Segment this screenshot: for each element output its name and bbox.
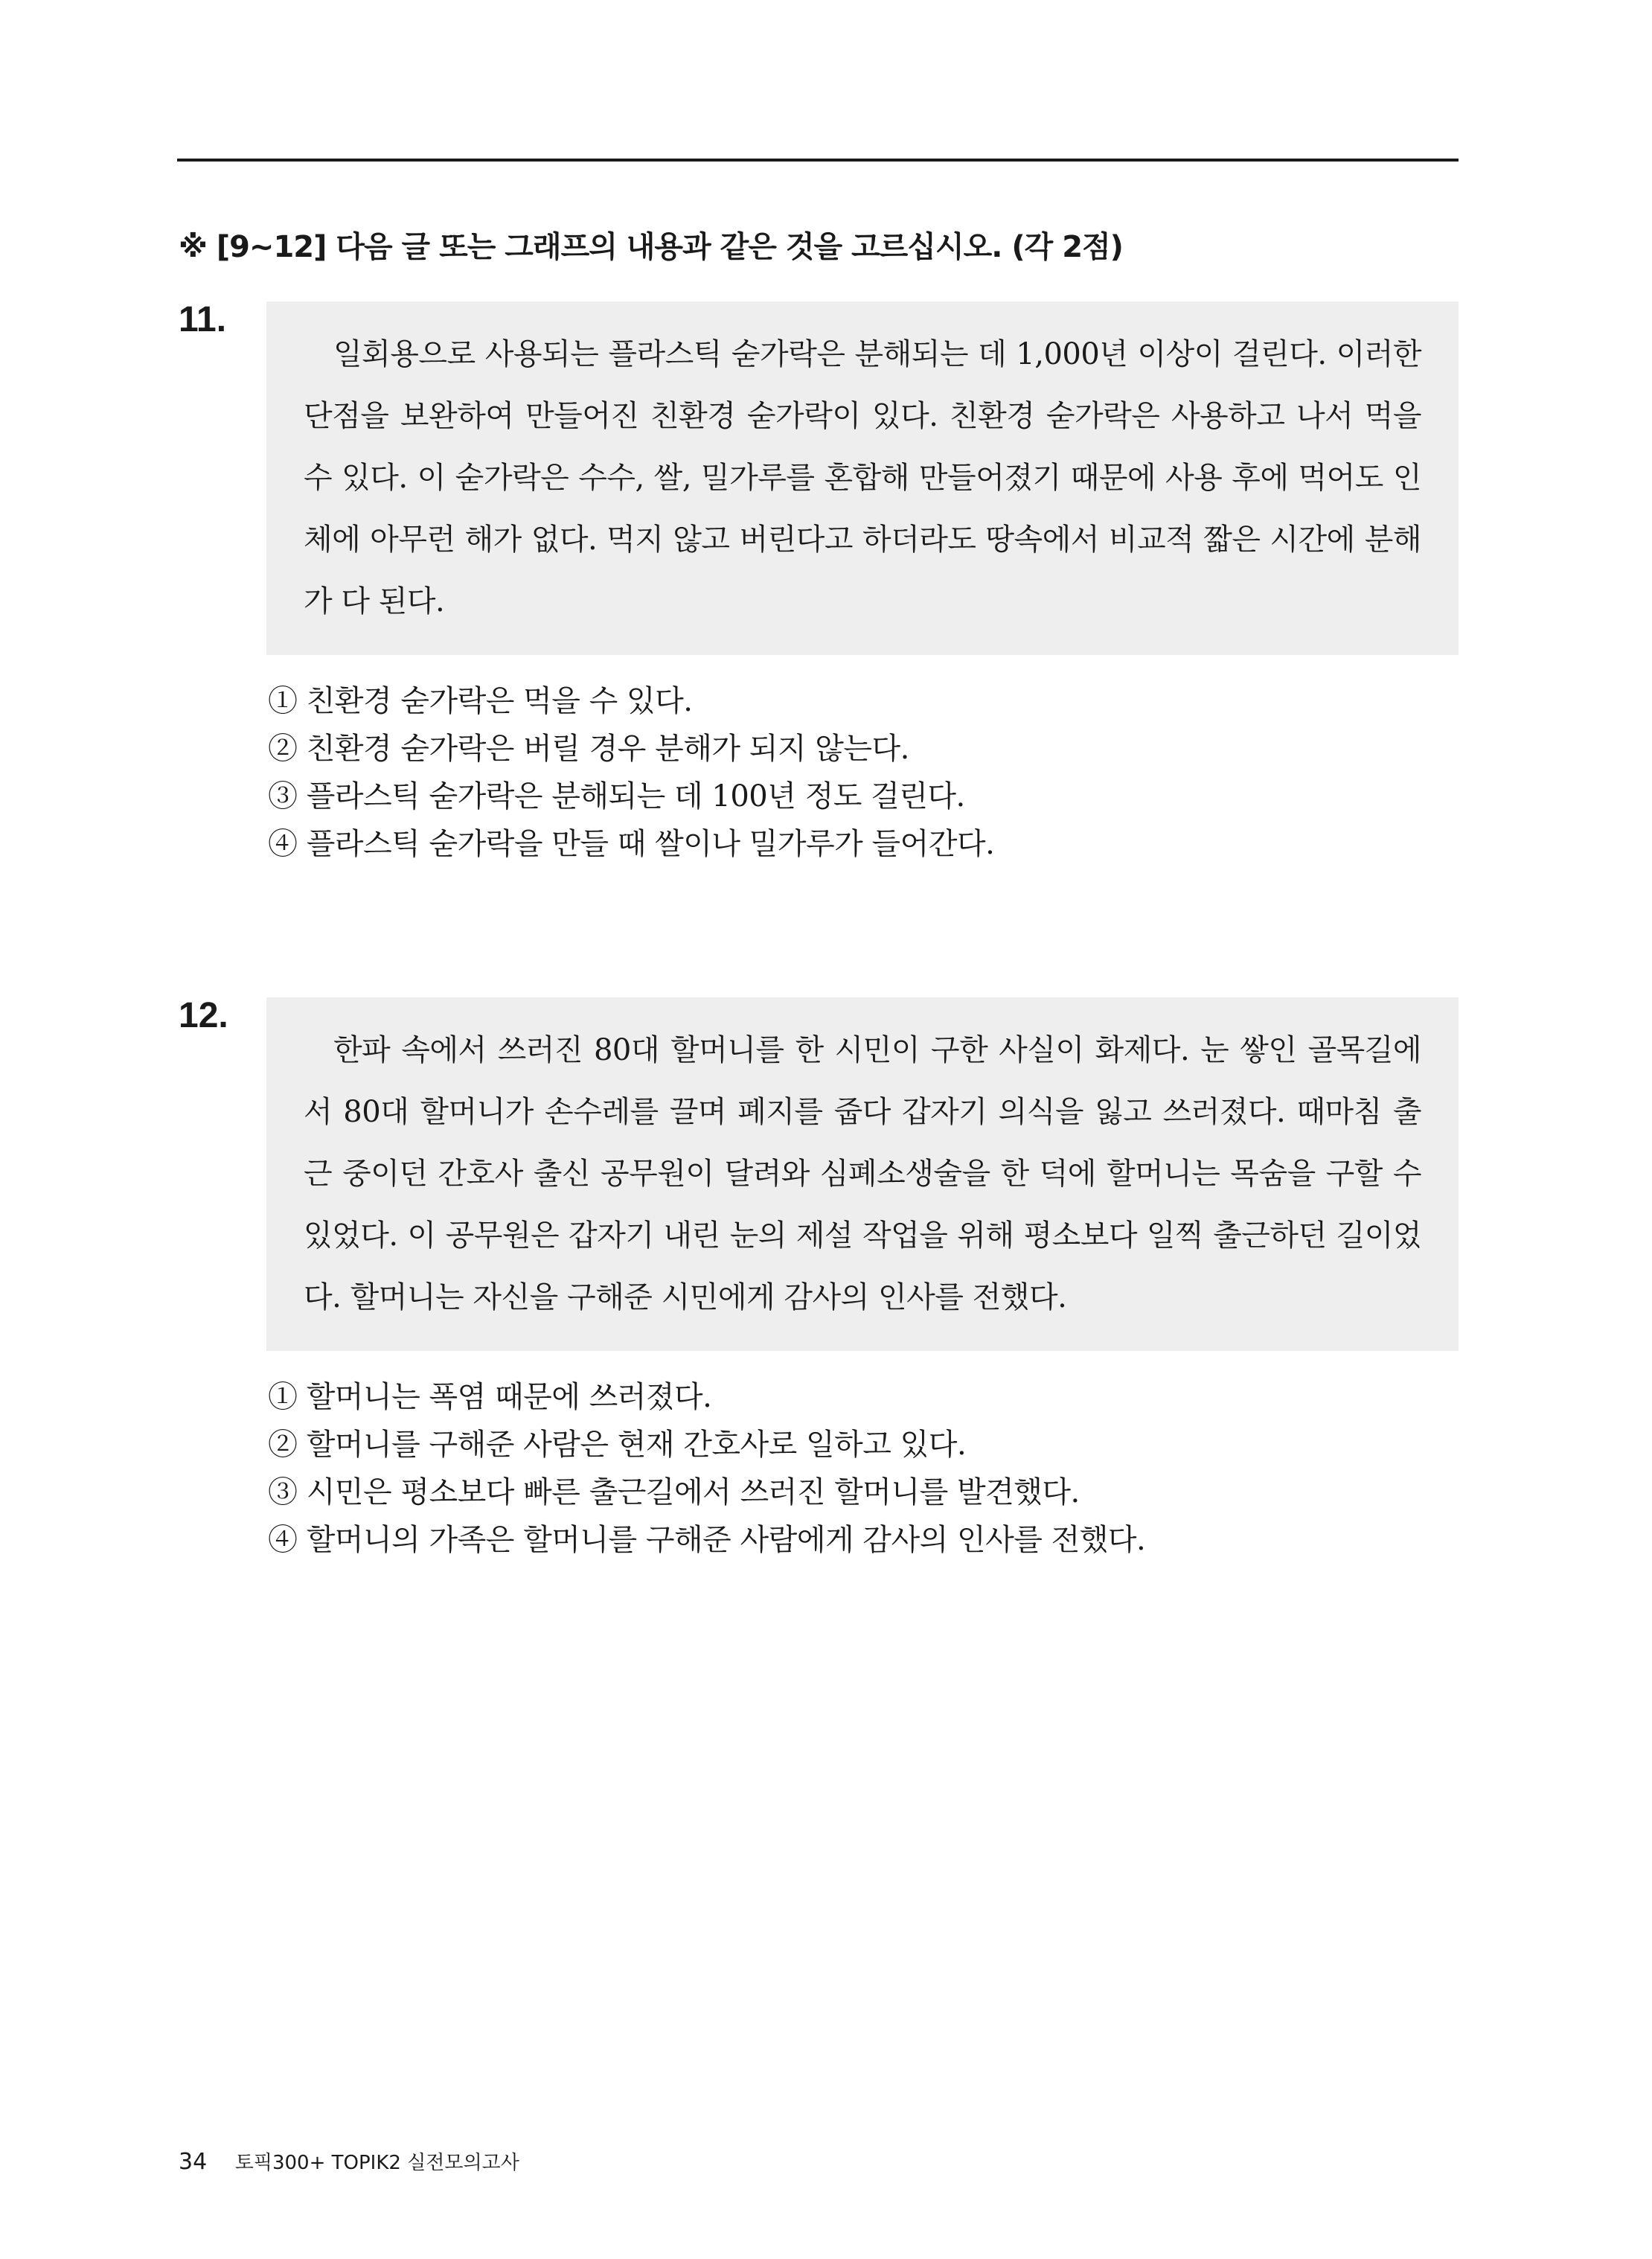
book-title: 토픽300+ TOPIK2 실전모의고사 bbox=[234, 2152, 519, 2174]
option-12-1[interactable]: ① 할머니는 폭염 때문에 쓰러졌다. bbox=[268, 1380, 712, 1414]
question-number-11: 11. bbox=[179, 300, 227, 339]
options-12 bbox=[268, 1373, 1145, 1564]
passage-12 bbox=[266, 997, 1459, 1351]
question-number-12: 12. bbox=[179, 996, 228, 1035]
top-rule bbox=[177, 159, 1459, 162]
option-11-4[interactable]: ④ 플라스틱 숟가락을 만들 때 쌀이나 밀가루가 들어간다. bbox=[268, 827, 995, 861]
option-11-2[interactable]: ② 친환경 숟가락은 버릴 경우 분해가 되지 않는다. bbox=[268, 732, 909, 766]
options-11 bbox=[268, 677, 994, 868]
option-12-2[interactable]: ② 할머니를 구해준 사람은 현재 간호사로 일하고 있다. bbox=[268, 1428, 967, 1462]
option-11-1[interactable]: ① 친환경 숟가락은 먹을 수 있다. bbox=[268, 684, 693, 718]
option-11-3[interactable]: ③ 플라스틱 숟가락은 분해되는 데 100년 정도 걸린다. bbox=[268, 779, 965, 814]
section-instruction: ※ [9~12] 다음 글 또는 그래프의 내용과 같은 것을 고르십시오. (각 2점) bbox=[179, 230, 1123, 264]
passage-11-text: 일회용으로 사용되는 플라스틱 숟가락은 분해되는 데 1,000년 이상이 걸린다. 이러한 단점을 보완하여 만들어진 친환경 숟가락이 있다. 친환경 숟가락은 사용하고 나서 먹을 수 있다. 이 숟가락은 수수, 쌀, 밀가루를 혼합해 만들어졌기 때문에 사용 후에 먹어도 인체에 아무런 해가 없다. 먹지 않고 버린다고 하더라도 땅속에서 비교적 짧은 시간에 분해가 다 된다. bbox=[304, 337, 1421, 619]
option-12-3[interactable]: ③ 시민은 평소보다 빠른 출근길에서 쓰러진 할머니를 발견했다. bbox=[268, 1475, 1080, 1509]
page-number: 34 bbox=[179, 2149, 208, 2175]
passage-11 bbox=[266, 301, 1459, 655]
passage-12-text: 한파 속에서 쓰러진 80대 할머니를 한 시민이 구한 사실이 화제다. 눈 쌓인 골목길에서 80대 할머니가 손수레를 끌며 폐지를 줍다 갑자기 의식을 잃고 쓰러졌다. 때마침 출근 중이던 간호사 출신 공무원이 달려와 심폐소생술을 한 덕에 할머니는 목숨을 구할 수 있었다. 이 공무원은 갑자기 내린 눈의 제설 작업을 위해 평소보다 일찍 출근하던 길이었다. 할머니는 자신을 구해준 시민에게 감사의 인사를 전했다. bbox=[304, 1033, 1421, 1314]
page-footer bbox=[179, 2147, 519, 2175]
option-12-4[interactable]: ④ 할머니의 가족은 할머니를 구해준 사람에게 감사의 인사를 전했다. bbox=[268, 1523, 1146, 1557]
